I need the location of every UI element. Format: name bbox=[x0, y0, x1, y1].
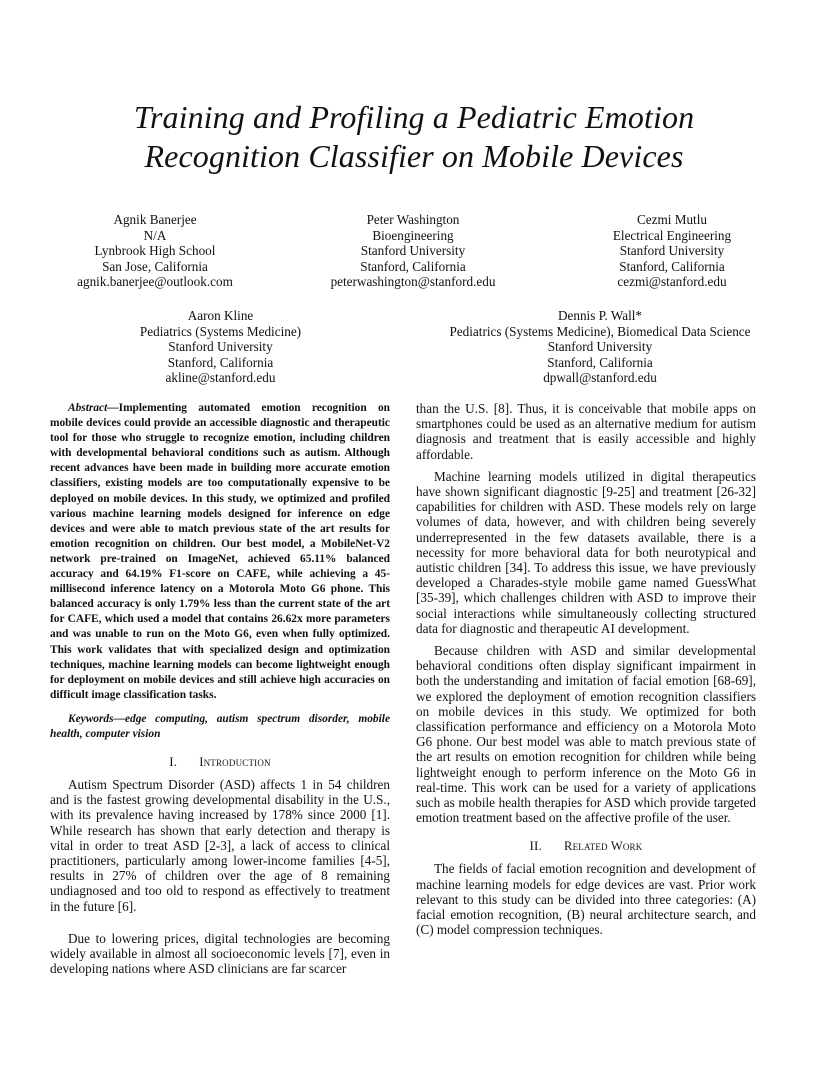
right-column bbox=[416, 401, 756, 938]
author-name: Aaron Kline bbox=[187, 308, 254, 323]
keywords-text: —edge computing, autism spectrum disorder, mobile health, computer vision bbox=[50, 712, 390, 740]
author-email: akline@stanford.edu bbox=[165, 370, 276, 386]
body-paragraph: Because children with ASD and similar developmental behavioral conditions often display significant impairment in both the understanding and imitation of facial emotion [68-69], we explored the deployment of emotion recognition classifiers on mobile devices in this study. We optimized for both classification performance and efficiency on a Motorola Moto G6 phone. Our best model was able to match previous state of the art results on emotion recognition for children while being lightweight enough to perform inference on the Moto G6 in real-time. This work can be used for a variety of applications such as mobile health therapies for ASD which provide targeted emotion treatment based on the affective profile of the user. bbox=[416, 643, 756, 826]
author-institution: Lynbrook High School bbox=[94, 243, 216, 259]
author-location: Stanford, California bbox=[547, 354, 653, 370]
author-name: Peter Washington bbox=[366, 212, 460, 227]
author-institution: Stanford University bbox=[360, 243, 466, 259]
body-paragraph: than the U.S. [8]. Thus, it is conceivable that mobile apps on smartphones could be used as an alternative medium for autism diagnosis and treatment that is easily accessible and highly affordable. bbox=[416, 401, 756, 462]
author-department: Pediatrics (Systems Medicine), Biomedical Data Science bbox=[449, 323, 751, 339]
section-number: I. bbox=[169, 754, 178, 770]
author-department: Pediatrics (Systems Medicine) bbox=[139, 323, 302, 339]
author-email: cezmi@stanford.edu bbox=[617, 274, 727, 290]
section-title: Related Work bbox=[564, 839, 643, 854]
author-name: Dennis P. Wall* bbox=[557, 308, 643, 323]
author-block-kline bbox=[108, 308, 333, 386]
author-institution: Stanford University bbox=[619, 243, 725, 259]
author-location: Stanford, California bbox=[360, 258, 466, 274]
left-column bbox=[50, 401, 390, 977]
section-heading-related-work bbox=[416, 838, 756, 854]
title-line: Recognition Classifier on Mobile Devices bbox=[144, 138, 684, 174]
author-department: N/A bbox=[143, 227, 167, 243]
author-department: Electrical Engineering bbox=[612, 227, 732, 243]
abstract-text: —Implementing automated emotion recognition on mobile devices could provide an accessible diagnostic and therapeutic tool for those who struggle to recognize emotion, including children with developmental behavioral conditions such as autism. Although recent advances have been made in building more accurate emotion classifiers, existing models are too computationally expensive to be deployed on mobile devices. In this study, we optimized and profiled various machine learning models designed for inference on edge devices and were able to match previous state of the art results for emotion recognition on children. Our best model, a MobileNet-V2 network pre-trained on ImageNet, achieved 65.11% balanced accuracy and 64.19% F1-score on CAFE, while achieving a 45-millisecond inference latency on a Motorola Moto G6 phone. This balanced accuracy is only 1.79% less than the current state of the art for CAFE, which used a model that contains 26.62x more parameters and was unable to run on the Moto G6, even when fully optimized. This work validates that with specialized design and optimization techniques, machine learning models can become lightweight enough for deployment on mobile devices and still achieve high accuracies on difficult image classification tasks. bbox=[50, 402, 390, 701]
abstract bbox=[50, 401, 390, 703]
author-block-banerjee bbox=[50, 212, 260, 290]
author-block-wall bbox=[420, 308, 780, 386]
author-block-mutlu bbox=[572, 212, 772, 290]
author-name: Cezmi Mutlu bbox=[637, 212, 707, 227]
author-department: Bioengineering bbox=[372, 227, 454, 243]
section-title: Introduction bbox=[199, 755, 271, 770]
title-line: Training and Profiling a Pediatric Emotion bbox=[133, 99, 695, 135]
author-email: peterwashington@stanford.edu bbox=[330, 274, 496, 290]
author-name: Agnik Banerjee bbox=[113, 212, 197, 227]
author-email: dpwall@stanford.edu bbox=[543, 370, 657, 386]
abstract-label: Abstract bbox=[68, 402, 108, 414]
related-work-paragraph: The fields of facial emotion recognition and development of machine learning models for edge devices are vast. Prior work relevant to this study can be divided into three categories: (A) facial emotion recognition, (B) neural architecture search, and (C) model compression techniques. bbox=[416, 861, 756, 938]
author-location: San Jose, California bbox=[102, 258, 208, 274]
author-block-washington bbox=[312, 212, 514, 290]
section-number: II. bbox=[529, 838, 543, 854]
section-heading-introduction bbox=[50, 754, 390, 770]
keywords bbox=[50, 712, 390, 742]
paper-title bbox=[60, 98, 768, 176]
author-location: Stanford, California bbox=[619, 258, 725, 274]
author-location: Stanford, California bbox=[167, 354, 274, 370]
intro-paragraph: Due to lowering prices, digital technologies are becoming widely available in almost all socioeconomic levels [7], even in developing nations where ASD clinicians are far scarcer bbox=[50, 930, 390, 977]
keywords-label: Keywords bbox=[68, 712, 114, 725]
author-email: agnik.banerjee@outlook.com bbox=[77, 274, 233, 290]
author-institution: Stanford University bbox=[168, 339, 273, 355]
body-paragraph: Machine learning models utilized in digital therapeutics have shown significant diagnostic [9-25] and treatment [26-32] capabilities for children with ASD. These models rely on large volumes of data, however, and with children being severely underrepresented in the few datasets available, there is a necessity for more behavioral data for both neurotypical and autistic children [34]. To address this issue, we have previously developed a Charades-style mobile game named GuessWhat [35-39], which challenges children with ASD to improve their social interactions while simultaneously collecting structured data for diagnostic and therapeutic AI development. bbox=[416, 468, 756, 636]
intro-paragraph: Autism Spectrum Disorder (ASD) affects 1 in 54 children and is the fastest growing developmental disability in the U.S., with its prevalence having increased by 178% since 2000 [1]. While research has shown that early detection and therapy is vital in order to treat ASD [2-3], a lack of access to clinical practitioners, particularly among lower-income families [4-5], results in 27% of children over the age of 8 remaining undiagnosed and too old to respond as effectively to treatment in the future [6]. bbox=[50, 777, 390, 914]
author-institution: Stanford University bbox=[547, 339, 653, 355]
